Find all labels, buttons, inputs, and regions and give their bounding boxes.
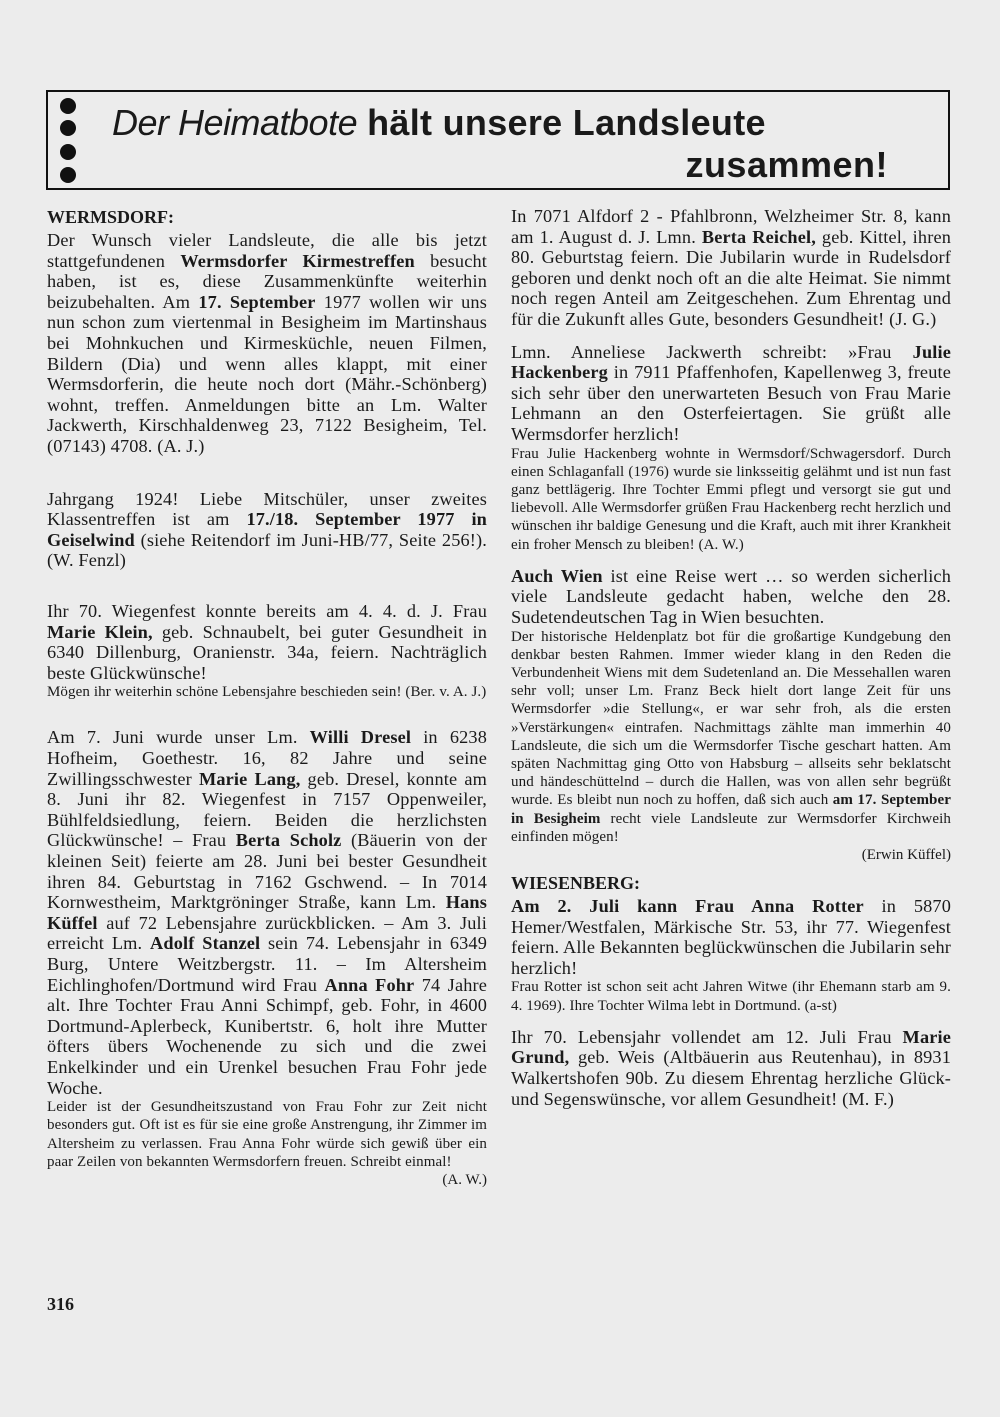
right-column (511, 206, 951, 1109)
text-segment: recht viele Landsleute zur Wermsdorfer Kirchweih einfinden mögen! (511, 810, 951, 845)
text-segment: Lmn. Anneliese Jackwerth schreibt: »Frau (511, 341, 913, 362)
article-kirmestreffen (47, 230, 487, 457)
text-segment: auf 72 Lebensjahre zurückblicken. – Am 3. Juli erreicht Lm. (47, 912, 487, 954)
text-segment: in 7911 Pfaffenhofen, Kapellenweg 3, freute sich sehr über den unerwarteten Besuch von Frau Marie Lehmann an den Osterfeiertagen. Sie grüßt alle Wermsdorfer herzlich! (511, 362, 951, 444)
text-segment: in 5870 Hemer/Westfalen, Märkische Str. 53, ihr 77. Wiegenfest feiern. Alle Bekannten beglückwünschen die Jubilarin sehr herzlich! (511, 895, 952, 978)
text-segment: Ihr 70. Lebensjahr vollendet am 12. Juli Frau (511, 1026, 903, 1047)
text-segment: (Bäuerin von der kleinen Seit) feierte am 28. Juni bei bester Gesundheit ihren 84. Geburtstag in 7162 Gschwend. – In 7014 Kornwestheim, Marktgröninger Straße, kann Lm. (47, 830, 487, 913)
bold-text: Anna Fohr (324, 974, 415, 995)
article-julie-hackenberg-note (511, 445, 951, 554)
text-segment: ist eine Reise wert … so werden sicherlich viele Landsleute gedacht haben, welche den 28. Sudetendeutschen Tag in Wien besuchten. (511, 565, 951, 627)
bullet-icon (60, 98, 76, 114)
article-berta-reichel (511, 206, 951, 330)
text-segment: 74 Jahre alt. Ihre Tochter Frau Anni Schimpf, geb. Fohr, in 4600 Dortmund-Aplerbeck, Kunibertstr. 6, holt ihre Mutter öfters übers Wochenende zu sich und die zwei Enkelkinder und ein Urenkel besuchen Frau Fohr jede Woche. (47, 974, 487, 1098)
bold-text: Berta Reichel, (701, 226, 816, 247)
article-auch-wien (511, 566, 951, 628)
page-number: 316 (47, 1294, 74, 1314)
article-marie-klein-note (47, 683, 487, 701)
article-marie-grund (511, 1027, 951, 1109)
banner-title-line2: zusammen! (685, 144, 888, 185)
bold-text: Adolf Stanzel (150, 933, 261, 954)
text-segment: 1977 wollen wir uns nun schon zum viertenmal in Besigheim im Martinshaus bei Mohnkuchen und Kirmesküchle, neuen Filmen, Bildern (Dia) und wenn alles klappt, mit einer Wermsdorferin, die heute noch dort (Mähr.-Schönberg) wohnt, treffen. Anmeldungen bitte an Lm. Walter Jackwerth, Kirschhaldenweg 23, 7122 Besigheim, Tel. (07143) 4708. (A. J.) (47, 291, 487, 456)
left-column (47, 206, 487, 1189)
article-jahrgang-1924 (47, 489, 487, 571)
bold-text: Willi Dresel (309, 727, 412, 748)
text-segment: Frau Julie Hackenberg wohnte in Wermsdorf/Schwagersdorf. Durch einen Schlaganfall (1976) wurde sie linksseitig gelähmt und ist nun fast ganz bettlägerig. Ihre Tochter Emmi pflegt und versorgt sie gut und liebevoll. Alle Wermsdorfer grüßen Frau Hackenberg recht herzlich und wünschen ihr baldige Genesung und die Kraft, auch mit ihrer Krankheit ein froher Mensch zu bleiben! (A. W.) (511, 445, 951, 553)
text-segment: (siehe Reitendorf im Juni-HB/77, Seite 256!). (W. Fenzl) (47, 529, 487, 571)
banner-title (112, 102, 766, 144)
text-segment: Leider ist der Gesundheitszustand von Frau Fohr zur Zeit nicht besonders gut. Oft ist es für sie eine große Anstrengung, ihr Zimmer im Altersheim zu verlassen. Frau Anna Fohr würde sich gewiß über ein paar Zeilen von bekannten Wermsdorfern freuen. Schreibt einmal! (47, 1099, 487, 1170)
article-signature: (Erwin Küffel) (861, 846, 951, 863)
text-segment: geb. Dresel, konnte am 8. Juni ihr 82. Wiegenfest in 7157 Oppenweiler, Bühlfeldsiedlung, feiern. Beiden die herzlichsten Glückwünsche! – Frau (47, 768, 487, 851)
text-segment: in 6238 Hofheim, Goethestr. 16, 82 Jahre und seine Zwillingsschwester (47, 727, 487, 789)
bold-text: Hans Küffel (47, 892, 487, 933)
text-segment: Am 7. Juni wurde unser Lm. (47, 727, 310, 748)
bold-text: Marie Grund, (511, 1026, 951, 1068)
text-segment: Ihr 70. Wiegenfest konnte bereits am 4. 4. d. J. Frau (47, 600, 487, 621)
section-heading-wermsdorf: WERMSDORF: (47, 207, 174, 227)
text-segment: Der historische Heldenplatz bot für die großartige Kundgebung den denkbar besten Rahmen. Immer wieder klang in den Reden die Verbundenheit Wiens mit dem Sudetenland an. Die Messehallen waren sehr voll; unser Lm. Franz Beck hielt dort lange Zeit für uns Wermsdorfer »die Stellung«, er war sehr froh, als die ersten »Verstärkungen« eintrafen. Nachmittags zählte man immerhin 40 Landsleute, die sich um die Wermsdorfer Tische geschart hatten. Am späten Nachmittag ging Otto von Habsburg – allseits sehr beklatscht und händeschüttelnd – durch die Hallen, was von allen sehr begrüßt wurde. Es bleibt nun noch zu hoffen, daß sich auch (511, 628, 951, 809)
text-segment: Frau Rotter ist schon seit acht Jahren Witwe (ihr Ehemann starb am 9. 4. 1969). Ihre Tochter Wilma lebt in Dortmund. (a-st) (511, 979, 951, 1014)
bold-text: Marie Klein, (47, 621, 153, 642)
article-anna-fohr-note (47, 1098, 487, 1171)
bold-text: Julie Hackenberg (511, 341, 951, 383)
bold-text: Wermsdorfer Kirmestreffen (180, 250, 415, 271)
bold-text: Marie Lang, (198, 768, 301, 789)
bold-text: Auch Wien (511, 565, 603, 586)
bold-text: 17./18. September 1977 in Geiselwind (47, 509, 487, 550)
bullet-icon (60, 120, 76, 136)
article-anna-rotter-note (511, 978, 951, 1014)
bold-text: Berta Scholz (235, 830, 342, 851)
article-marie-klein (47, 601, 487, 683)
article-signature: (A. W.) (442, 1171, 487, 1188)
bold-text: Am 2. Juli kann Frau Anna Rotter (511, 895, 864, 916)
text-segment: Der Wunsch vieler Landsleute, die alle bis jetzt stattgefundenen (47, 230, 487, 271)
text-segment: sein 74. Lebensjahr in 6349 Burg, Untere Weitzbergstr. 11. – Im Altersheim Eichlinghofen/Dortmund wird Frau (47, 933, 487, 995)
bullet-icon (60, 167, 76, 183)
bold-text: am 17. September in Besigheim (511, 792, 951, 827)
masthead-banner (46, 90, 950, 190)
article-anna-rotter (511, 896, 951, 978)
bold-text: 17. September (198, 291, 316, 312)
text-segment: Mögen ihr weiterhin schöne Lebensjahre beschieden sein! (Ber. v. A. J.) (47, 684, 487, 701)
text-segment: Jahrgang 1924! Liebe Mitschüler, unser zweites Klassentreffen ist am (47, 488, 487, 530)
text-segment: geb. Weis (Altbäuerin aus Reutenhau), in 8931 Walkertshofen 90b. Zu diesem Ehrentag herzliche Glück- und Segenswünsche, vor allem Gesundheit! (M. F.) (511, 1047, 951, 1109)
bullet-icon (60, 144, 76, 160)
text-segment: geb. Kittel, ihren 80. Geburtstag feiern. Die Jubilarin wurde in Rudelsdorf geboren und denkt noch oft an die alte Heimat. Sie nimmt noch regen Anteil am Zeitgeschehen. Zum Ehrentag und für die Zukunft alles Gute, besonders Gesundheit! (J. G.) (511, 226, 951, 329)
article-julie-hackenberg (511, 342, 951, 445)
text-segment: besucht haben, ist es, diese Zusammenkünfte weiterhin beizubehalten. Am (47, 250, 487, 312)
text-segment: geb. Schnaubelt, bei guter Gesundheit in 6340 Dillenburg, Oranienstr. 34a, feiern. Nachträglich beste Glückwünsche! (47, 621, 487, 683)
article-birthdays (47, 727, 487, 1098)
banner-title-italic: Der Heimatbote (112, 102, 358, 143)
article-heldenplatz (511, 628, 951, 846)
text-segment: In 7071 Alfdorf 2 - Pfahlbronn, Welzheimer Str. 8, kann am 1. August d. J. Lmn. (511, 206, 951, 247)
banner-title-bold: hält unsere Landsleute (367, 102, 766, 143)
section-heading-wiesenberg: WIESENBERG: (511, 872, 641, 893)
